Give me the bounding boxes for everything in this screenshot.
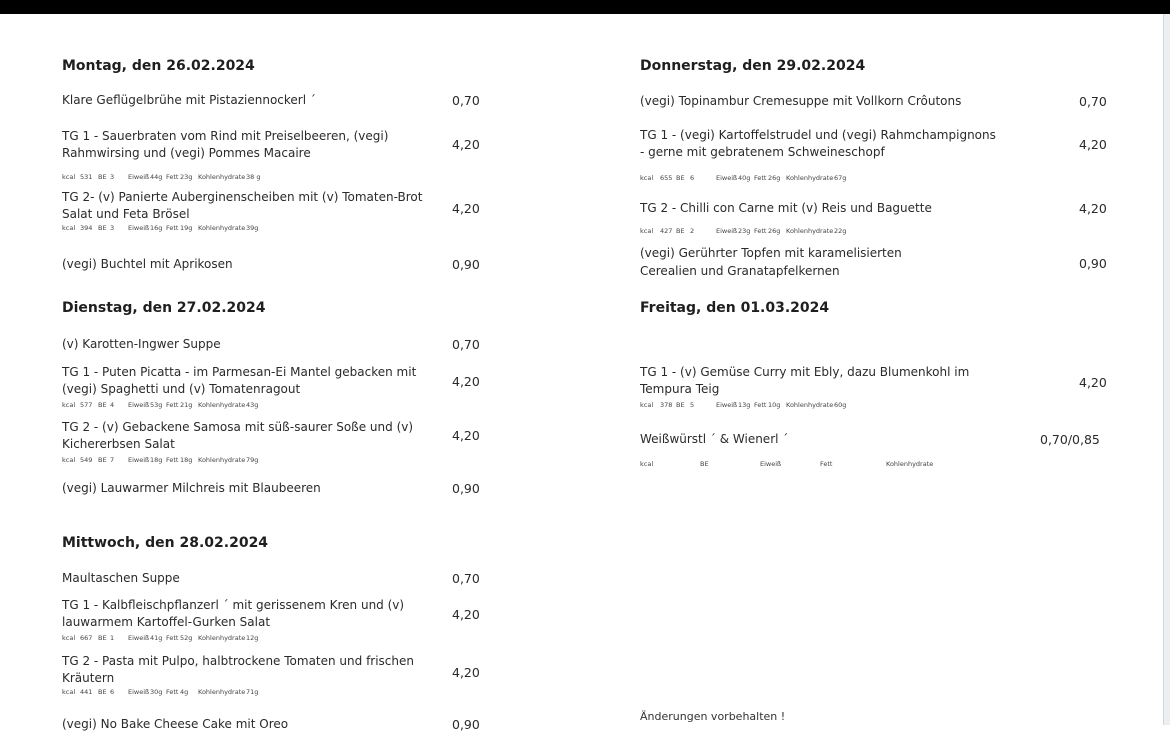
nutrition-value: 3 bbox=[110, 224, 115, 232]
dish-tuesday-tg1-line2: (vegi) Spaghetti und (v) Tomatenragout bbox=[62, 382, 301, 396]
nutrition-label: Kohlenhydrate bbox=[198, 688, 246, 696]
price-wednesday-tg2: 4,20 bbox=[452, 665, 480, 680]
dish-tuesday-tg2-line1: TG 2 - (v) Gebackene Samosa mit süß-saurer Soße und (v) bbox=[62, 420, 414, 434]
nutrition-label: kcal bbox=[640, 401, 654, 409]
nutrition-value: 655 bbox=[660, 174, 673, 182]
dish-monday-tg1-line2: Rahmwirsing und (vegi) Pommes Macaire bbox=[62, 146, 311, 160]
price-friday-special: 0,70/0,85 bbox=[1040, 432, 1100, 447]
nutrition-value: 38 g bbox=[246, 173, 261, 181]
price-thursday-tg2: 4,20 bbox=[1079, 201, 1107, 216]
nutrition-label: kcal bbox=[640, 460, 654, 468]
nutrition-value: 6 bbox=[690, 174, 695, 182]
day-title-monday: Montag, den 26.02.2024 bbox=[62, 58, 255, 74]
nutrition-value: 23g bbox=[180, 173, 193, 181]
nutrition-label: Eiweiß bbox=[128, 688, 150, 696]
nutrition-label: Kohlenhydrate bbox=[198, 401, 246, 409]
nutrition-value: 67g bbox=[834, 174, 847, 182]
dish-friday-tg1-line1: TG 1 - (v) Gemüse Curry mit Ebly, dazu Blumenkohl im bbox=[640, 365, 970, 379]
nutrition-label: Fett bbox=[754, 401, 767, 409]
nutrition-value: 26g bbox=[768, 227, 781, 235]
dish-tuesday-dessert: (vegi) Lauwarmer Milchreis mit Blaubeeren bbox=[62, 481, 321, 495]
price-monday-soup: 0,70 bbox=[452, 93, 480, 108]
nutrition-label: BE bbox=[700, 460, 709, 468]
nutrition-label: Fett bbox=[166, 456, 179, 464]
nutrition-value: 5 bbox=[690, 401, 695, 409]
nutrition-label: Fett bbox=[166, 688, 179, 696]
nutrition-value: 1 bbox=[110, 634, 115, 642]
nutrition-label: Eiweiß bbox=[128, 634, 150, 642]
nutrition-thursday-tg1 bbox=[640, 174, 846, 182]
dish-monday-tg2-line2: Salat und Feta Brösel bbox=[62, 207, 190, 221]
nutrition-tuesday-tg1 bbox=[62, 401, 258, 409]
nutrition-value: 531 bbox=[80, 173, 93, 181]
nutrition-monday-tg2 bbox=[62, 224, 258, 232]
nutrition-label: Fett bbox=[166, 224, 179, 232]
price-thursday-soup: 0,70 bbox=[1079, 94, 1107, 109]
nutrition-value: 394 bbox=[80, 224, 93, 232]
day-title-wednesday: Mittwoch, den 28.02.2024 bbox=[62, 535, 269, 551]
top-bar bbox=[0, 0, 1170, 14]
nutrition-label: Kohlenhydrate bbox=[198, 634, 246, 642]
price-tuesday-dessert: 0,90 bbox=[452, 481, 480, 496]
nutrition-value: 577 bbox=[80, 401, 93, 409]
nutrition-label: Kohlenhydrate bbox=[786, 227, 834, 235]
nutrition-label: BE bbox=[98, 173, 107, 181]
day-title-thursday: Donnerstag, den 29.02.2024 bbox=[640, 58, 866, 74]
nutrition-monday-tg1 bbox=[62, 173, 260, 181]
nutrition-value: 39g bbox=[246, 224, 259, 232]
dish-thursday-tg1-line1: TG 1 - (vegi) Kartoffelstrudel und (vegi) Rahmchampignons bbox=[640, 128, 996, 142]
nutrition-label: Kohlenhydrate bbox=[198, 173, 246, 181]
dish-thursday-dessert-line1: (vegi) Gerührter Topfen mit karamelisierten bbox=[640, 246, 902, 260]
price-monday-tg1: 4,20 bbox=[452, 137, 480, 152]
nutrition-label: kcal bbox=[62, 634, 76, 642]
nutrition-value: 41g bbox=[150, 634, 163, 642]
nutrition-value: 26g bbox=[768, 174, 781, 182]
nutrition-label: Kohlenhydrate bbox=[198, 224, 246, 232]
nutrition-value: 18g bbox=[180, 456, 193, 464]
nutrition-value: 3 bbox=[110, 173, 115, 181]
nutrition-value: 30g bbox=[150, 688, 163, 696]
dish-thursday-soup: (vegi) Topinambur Cremesuppe mit Vollkorn Crôutons bbox=[640, 94, 962, 108]
nutrition-label: kcal bbox=[62, 401, 76, 409]
nutrition-label: Fett bbox=[754, 227, 767, 235]
nutrition-value: 12g bbox=[246, 634, 259, 642]
nutrition-value: 52g bbox=[180, 634, 193, 642]
nutrition-value: 18g bbox=[150, 456, 163, 464]
nutrition-value: 60g bbox=[834, 401, 847, 409]
dish-monday-dessert: (vegi) Buchtel mit Aprikosen bbox=[62, 257, 233, 271]
dish-monday-soup: Klare Geflügelbrühe mit Pistaziennockerl ´ bbox=[62, 93, 316, 107]
nutrition-tuesday-tg2 bbox=[62, 456, 258, 464]
dish-thursday-tg2: TG 2 - Chilli con Carne mit (v) Reis und Baguette bbox=[640, 201, 932, 215]
nutrition-thursday-tg2 bbox=[640, 227, 846, 235]
nutrition-label: kcal bbox=[62, 456, 76, 464]
dish-monday-tg2-line1: TG 2- (v) Panierte Auberginenscheiben mit (v) Tomaten-Brot bbox=[62, 190, 423, 204]
price-monday-dessert: 0,90 bbox=[452, 257, 480, 272]
nutrition-value: 7 bbox=[110, 456, 115, 464]
nutrition-value: 71g bbox=[246, 688, 259, 696]
nutrition-value: 19g bbox=[180, 224, 193, 232]
price-wednesday-soup: 0,70 bbox=[452, 571, 480, 586]
nutrition-label: BE bbox=[98, 224, 107, 232]
nutrition-label: BE bbox=[676, 401, 685, 409]
nutrition-label: Kohlenhydrate bbox=[786, 401, 834, 409]
nutrition-label: Fett bbox=[754, 174, 767, 182]
price-monday-tg2: 4,20 bbox=[452, 201, 480, 216]
nutrition-value: 549 bbox=[80, 456, 93, 464]
dish-wednesday-tg1-line2: lauwarmem Kartoffel-Gurken Salat bbox=[62, 615, 271, 629]
dish-wednesday-dessert: (vegi) No Bake Cheese Cake mit Oreo bbox=[62, 717, 289, 731]
nutrition-label: Fett bbox=[166, 173, 179, 181]
day-title-tuesday: Dienstag, den 27.02.2024 bbox=[62, 300, 266, 316]
nutrition-label: Eiweiß bbox=[716, 227, 738, 235]
nutrition-label: BE bbox=[676, 174, 685, 182]
nutrition-value: 21g bbox=[180, 401, 193, 409]
price-tuesday-tg1: 4,20 bbox=[452, 374, 480, 389]
dish-thursday-dessert-line2: Cerealien und Granatapfelkernen bbox=[640, 264, 840, 278]
dish-monday-tg1-line1: TG 1 - Sauerbraten vom Rind mit Preiselbeeren, (vegi) bbox=[62, 129, 389, 143]
price-wednesday-tg1: 4,20 bbox=[452, 607, 480, 622]
nutrition-value: 43g bbox=[246, 401, 259, 409]
dish-wednesday-tg1-line1: TG 1 - Kalbfleischpflanzerl ´ mit gerissenem Kren und (v) bbox=[62, 598, 405, 612]
nutrition-label: Kohlenhydrate bbox=[886, 460, 934, 468]
price-wednesday-dessert: 0,90 bbox=[452, 717, 480, 732]
dish-wednesday-tg2-line1: TG 2 - Pasta mit Pulpo, halbtrockene Tomaten und frischen bbox=[62, 654, 415, 668]
day-title-friday: Freitag, den 01.03.2024 bbox=[640, 300, 830, 316]
nutrition-label: Eiweiß bbox=[716, 174, 738, 182]
nutrition-value: 13g bbox=[738, 401, 751, 409]
dish-tuesday-tg2-line2: Kichererbsen Salat bbox=[62, 437, 175, 451]
nutrition-label: Kohlenhydrate bbox=[198, 456, 246, 464]
nutrition-value: 44g bbox=[150, 173, 163, 181]
nutrition-value: 16g bbox=[150, 224, 163, 232]
nutrition-label: Fett bbox=[166, 634, 179, 642]
footer-note: Änderungen vorbehalten ! bbox=[640, 710, 786, 723]
price-friday-tg1: 4,20 bbox=[1079, 375, 1107, 390]
dish-wednesday-soup: Maultaschen Suppe bbox=[62, 571, 180, 585]
nutrition-value: 4 bbox=[110, 401, 115, 409]
nutrition-label: Fett bbox=[820, 460, 833, 468]
nutrition-label: Eiweiß bbox=[128, 224, 150, 232]
price-tuesday-tg2: 4,20 bbox=[452, 428, 480, 443]
nutrition-friday-tg1 bbox=[640, 401, 846, 409]
nutrition-value: 667 bbox=[80, 634, 93, 642]
nutrition-value: 427 bbox=[660, 227, 673, 235]
nutrition-wednesday-tg2 bbox=[62, 688, 258, 696]
nutrition-value: 23g bbox=[738, 227, 751, 235]
price-thursday-tg1: 4,20 bbox=[1079, 137, 1107, 152]
nutrition-label: kcal bbox=[62, 224, 76, 232]
dish-friday-tg1-line2: Tempura Teig bbox=[640, 382, 720, 396]
nutrition-value: 22g bbox=[834, 227, 847, 235]
nutrition-value: 2 bbox=[690, 227, 695, 235]
nutrition-label: kcal bbox=[640, 174, 654, 182]
nutrition-label: BE bbox=[98, 688, 107, 696]
nutrition-label: Eiweiß bbox=[716, 401, 738, 409]
nutrition-value: 441 bbox=[80, 688, 93, 696]
nutrition-value: 4g bbox=[180, 688, 189, 696]
nutrition-label: kcal bbox=[62, 688, 76, 696]
nutrition-label: BE bbox=[98, 634, 107, 642]
price-thursday-dessert: 0,90 bbox=[1079, 256, 1107, 271]
price-tuesday-soup: 0,70 bbox=[452, 337, 480, 352]
nutrition-label: BE bbox=[98, 456, 107, 464]
dish-friday-special: Weißwürstl ´ & Wienerl ´ bbox=[640, 432, 789, 446]
nutrition-label: Eiweiß bbox=[128, 173, 150, 181]
nutrition-label: BE bbox=[98, 401, 107, 409]
nutrition-label: Eiweiß bbox=[760, 460, 782, 468]
nutrition-label: Kohlenhydrate bbox=[786, 174, 834, 182]
nutrition-value: 79g bbox=[246, 456, 259, 464]
nutrition-value: 6 bbox=[110, 688, 115, 696]
nutrition-value: 10g bbox=[768, 401, 781, 409]
dish-thursday-tg1-line2: - gerne mit gebratenem Schweineschopf bbox=[640, 145, 885, 159]
nutrition-label: kcal bbox=[62, 173, 76, 181]
nutrition-friday-special bbox=[640, 460, 933, 468]
nutrition-label: Fett bbox=[166, 401, 179, 409]
dish-wednesday-tg2-line2: Kräutern bbox=[62, 671, 115, 685]
nutrition-label: BE bbox=[676, 227, 685, 235]
nutrition-label: Eiweiß bbox=[128, 456, 150, 464]
nutrition-value: 40g bbox=[738, 174, 751, 182]
dish-tuesday-soup: (v) Karotten-Ingwer Suppe bbox=[62, 337, 221, 351]
dish-tuesday-tg1-line1: TG 1 - Puten Picatta - im Parmesan-Ei Mantel gebacken mit bbox=[62, 365, 417, 379]
nutrition-label: Eiweiß bbox=[128, 401, 150, 409]
nutrition-label: kcal bbox=[640, 227, 654, 235]
nutrition-wednesday-tg1 bbox=[62, 634, 258, 642]
nutrition-value: 53g bbox=[150, 401, 163, 409]
scrollbar-track[interactable] bbox=[1163, 14, 1170, 725]
nutrition-value: 378 bbox=[660, 401, 673, 409]
